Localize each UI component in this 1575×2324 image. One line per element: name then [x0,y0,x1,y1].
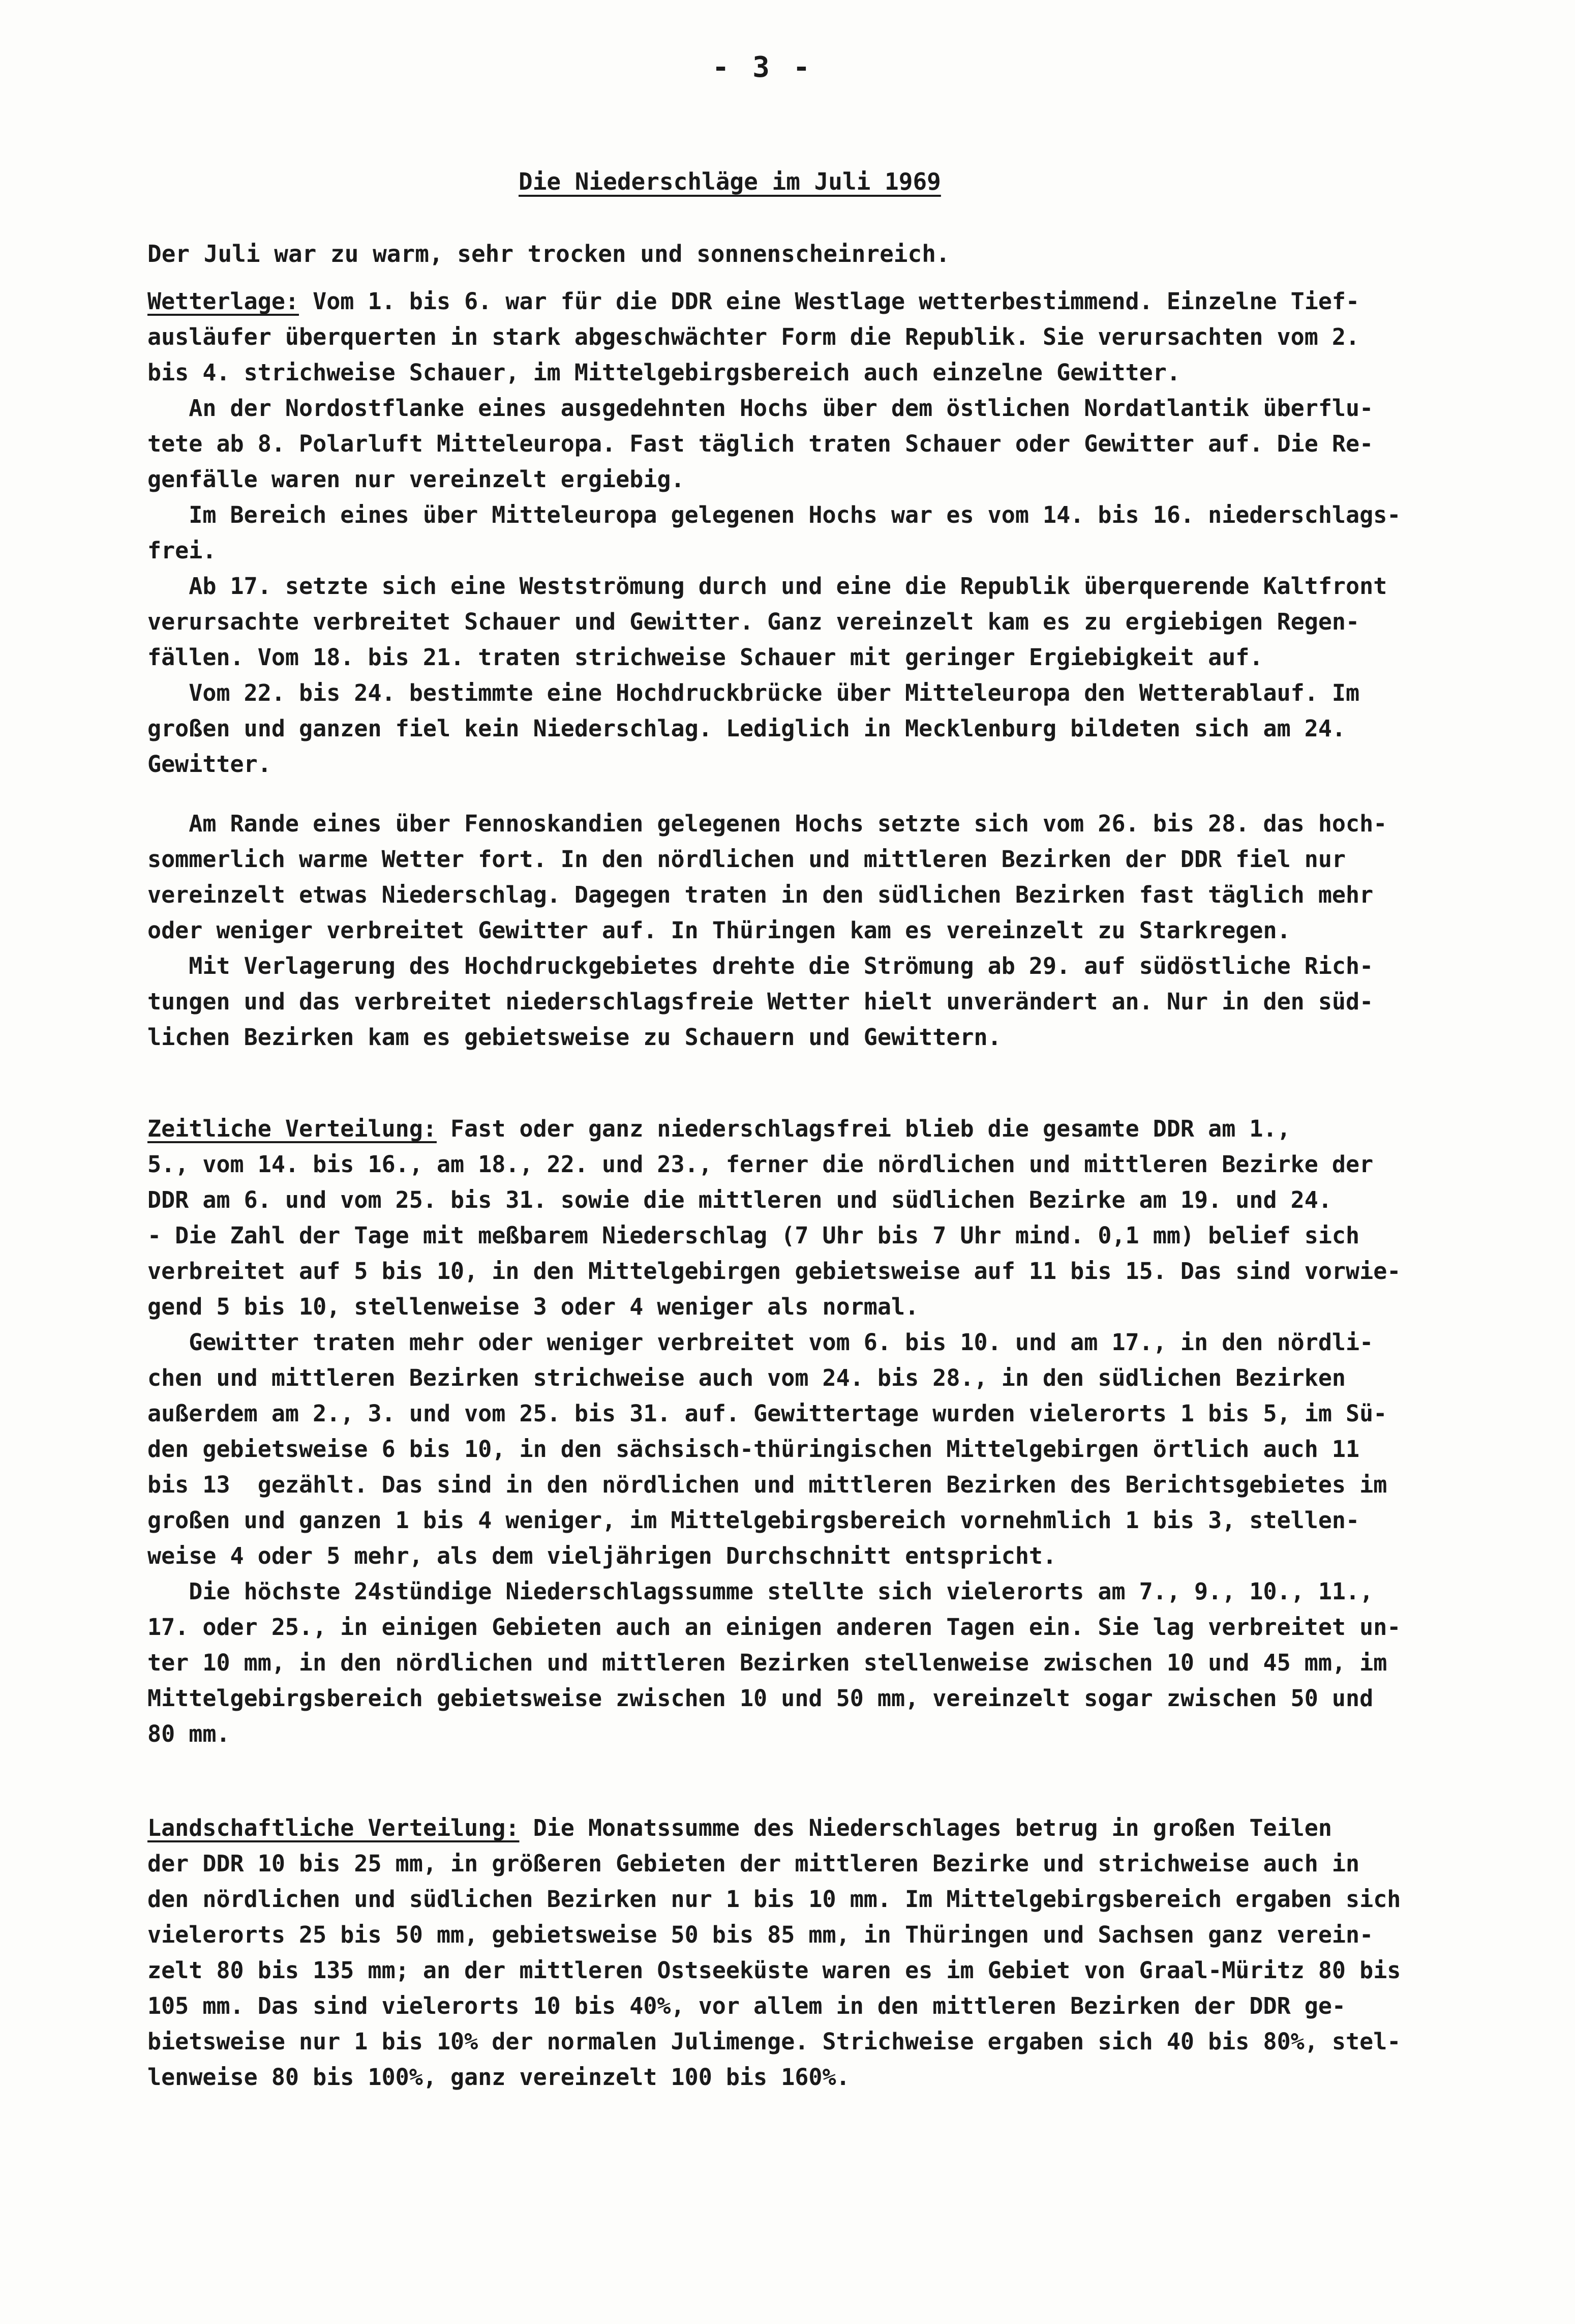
paragraph-line: Mit Verlagerung des Hochdruckgebietes drehte die Strömung ab 29. auf südöstliche Rich- [147,952,1374,979]
paragraph-line: den gebietsweise 6 bis 10, in den sächsisch-thüringischen Mittelgebirgen örtlich auch 11 [147,1436,1360,1463]
line-text: Fast oder ganz niederschlagsfrei blieb die gesamte DDR am 1., [436,1115,1291,1142]
paragraph-line: Gewitter traten mehr oder weniger verbreitet vom 6. bis 10. und am 17., in den nördli- [147,1329,1374,1356]
paragraph-line: DDR am 6. und vom 25. bis 31. sowie die mittleren und südlichen Bezirke am 19. und 24. [147,1186,1332,1213]
paragraph-line: lichen Bezirken kam es gebietsweise zu Schauern und Gewittern. [147,1024,1002,1051]
paragraph-line: Mittelgebirgsbereich gebietsweise zwischen 10 und 50 mm, vereinzelt sogar zwischen 50 und [147,1685,1374,1712]
paragraph-line: 5., vom 14. bis 16., am 18., 22. und 23., ferner die nördlichen und mittleren Bezirke der [147,1151,1374,1178]
paragraph-line: lenweise 80 bis 100%, ganz vereinzelt 100 bis 160%. [147,2064,850,2091]
paragraph-line: der DDR 10 bis 25 mm, in größeren Gebieten der mittleren Bezirke und strichweise auch in [147,1850,1360,1877]
paragraph-line: außerdem am 2., 3. und vom 25. bis 31. auf. Gewittertage wurden vielerorts 1 bis 5, im Sü- [147,1400,1387,1427]
paragraph-line: tungen und das verbreitet niederschlagsfreie Wetter hielt unverändert an. Nur in den süd- [147,988,1374,1015]
paragraph-line: großen und ganzen 1 bis 4 weniger, im Mittelgebirgsbereich vornehmlich 1 bis 3, stellen- [147,1507,1360,1534]
page-number: - 3 - [712,51,813,84]
paragraph-line: verursachte verbreitet Schauer und Gewitter. Ganz vereinzelt kam es zu ergiebigen Regen- [147,608,1360,635]
paragraph-line: oder weniger verbreitet Gewitter auf. In Thüringen kam es vereinzelt zu Starkregen. [147,917,1291,944]
paragraph-line: bis 13 gezählt. Das sind in den nördlichen und mittleren Bezirken des Berichtsgebietes im [147,1471,1387,1498]
section-heading-zeitliche: Zeitliche Verteilung: [147,1115,437,1142]
paragraph-line: zelt 80 bis 135 mm; an der mittleren Ostseeküste waren es im Gebiet von Graal-Müritz 80 bis [147,1957,1401,1984]
paragraph-line: den nördlichen und südlichen Bezirken nur 1 bis 10 mm. Im Mittelgebirgsbereich ergaben sich [147,1886,1401,1913]
paragraph-line: genfälle waren nur vereinzelt ergiebig. [147,466,685,493]
paragraph-line: frei. [147,537,217,564]
paragraph-line: 17. oder 25., in einigen Gebieten auch an einigen anderen Tagen ein. Sie lag verbreitet un- [147,1614,1401,1641]
paragraph-line: 105 mm. Das sind vielerorts 10 bis 40%, vor allem in den mittleren Bezirken der DDR ge- [147,1992,1346,2019]
paragraph-line: großen und ganzen fiel kein Niederschlag. Lediglich in Mecklenburg bildeten sich am 24. [147,715,1346,742]
line-text: Die Monatssumme des Niederschlages betrug in großen Teilen [519,1814,1332,1841]
paragraph-line: bis 4. strichweise Schauer, im Mittelgebirgsbereich auch einzelne Gewitter. [147,359,1180,386]
paragraph-line: tete ab 8. Polarluft Mitteleuropa. Fast täglich traten Schauer oder Gewitter auf. Die Re- [147,430,1374,457]
paragraph-line: weise 4 oder 5 mehr, als dem vieljährigen Durchschnitt entspricht. [147,1542,1057,1569]
paragraph-line: vielerorts 25 bis 50 mm, gebietsweise 50 bis 85 mm, in Thüringen und Sachsen ganz verein- [147,1921,1374,1948]
paragraph-line: Ab 17. setzte sich eine Westströmung durch und eine die Republik überquerende Kaltfront [147,573,1387,600]
paragraph-line: ter 10 mm, in den nördlichen und mittleren Bezirken stellenweise zwischen 10 und 45 mm, im [147,1649,1387,1676]
paragraph-line [147,284,1359,319]
paragraph-line: sommerlich warme Wetter fort. In den nördlichen und mittleren Bezirken der DDR fiel nur [147,846,1346,873]
paragraph-line: vereinzelt etwas Niederschlag. Dagegen traten in den südlichen Bezirken fast täglich mehr [147,881,1374,908]
section-heading-wetterlage: Wetterlage: [147,288,299,315]
section-heading-landschaftliche: Landschaftliche Verteilung: [147,1814,520,1841]
paragraph-line: bietsweise nur 1 bis 10% der normalen Julimenge. Strichweise ergaben sich 40 bis 80%, stel- [147,2028,1401,2055]
paragraph-line: Im Bereich eines über Mitteleuropa gelegenen Hochs war es vom 14. bis 16. niederschlags- [147,501,1401,528]
paragraph-line: chen und mittleren Bezirken strichweise auch vom 24. bis 28., in den südlichen Bezirken [147,1364,1346,1391]
paragraph-line: 80 mm. [147,1720,230,1747]
intro-sentence: Der Juli war zu warm, sehr trocken und sonnenscheinreich. [147,240,950,267]
paragraph-line: Am Rande eines über Fennoskandien gelegenen Hochs setzte sich vom 26. bis 28. das hoch- [147,810,1387,837]
paragraph-line: Die höchste 24stündige Niederschlagssumme stellte sich vielerorts am 7., 9., 10., 11., [147,1578,1374,1605]
paragraph-line: An der Nordostflanke eines ausgedehnten Hochs über dem östlichen Nordatlantik überflu- [147,395,1374,422]
paragraph-line: verbreitet auf 5 bis 10, in den Mittelgebirgen gebietsweise auf 11 bis 15. Das sind vorwie- [147,1258,1401,1285]
page-title: Die Niederschläge im Juli 1969 [519,168,941,195]
paragraph-line: Vom 22. bis 24. bestimmte eine Hochdruckbrücke über Mitteleuropa den Wetterablauf. Im [147,679,1360,706]
paragraph-line: gend 5 bis 10, stellenweise 3 oder 4 weniger als normal. [147,1293,919,1320]
line-text: Vom 1. bis 6. war für die DDR eine Westlage wetterbestimmend. Einzelne Tief- [299,288,1360,315]
paragraph-line: - Die Zahl der Tage mit meßbarem Niederschlag (7 Uhr bis 7 Uhr mind. 0,1 mm) belief sich [147,1222,1360,1249]
paragraph-line: ausläufer überquerten in stark abgeschwächter Form die Republik. Sie verursachten vom 2. [147,323,1360,350]
paragraph-line [147,1111,1291,1147]
paragraph-line: fällen. Vom 18. bis 21. traten strichweise Schauer mit geringer Ergiebigkeit auf. [147,644,1263,671]
paragraph-line: Gewitter. [147,751,271,778]
paragraph-line [147,1810,1332,1846]
